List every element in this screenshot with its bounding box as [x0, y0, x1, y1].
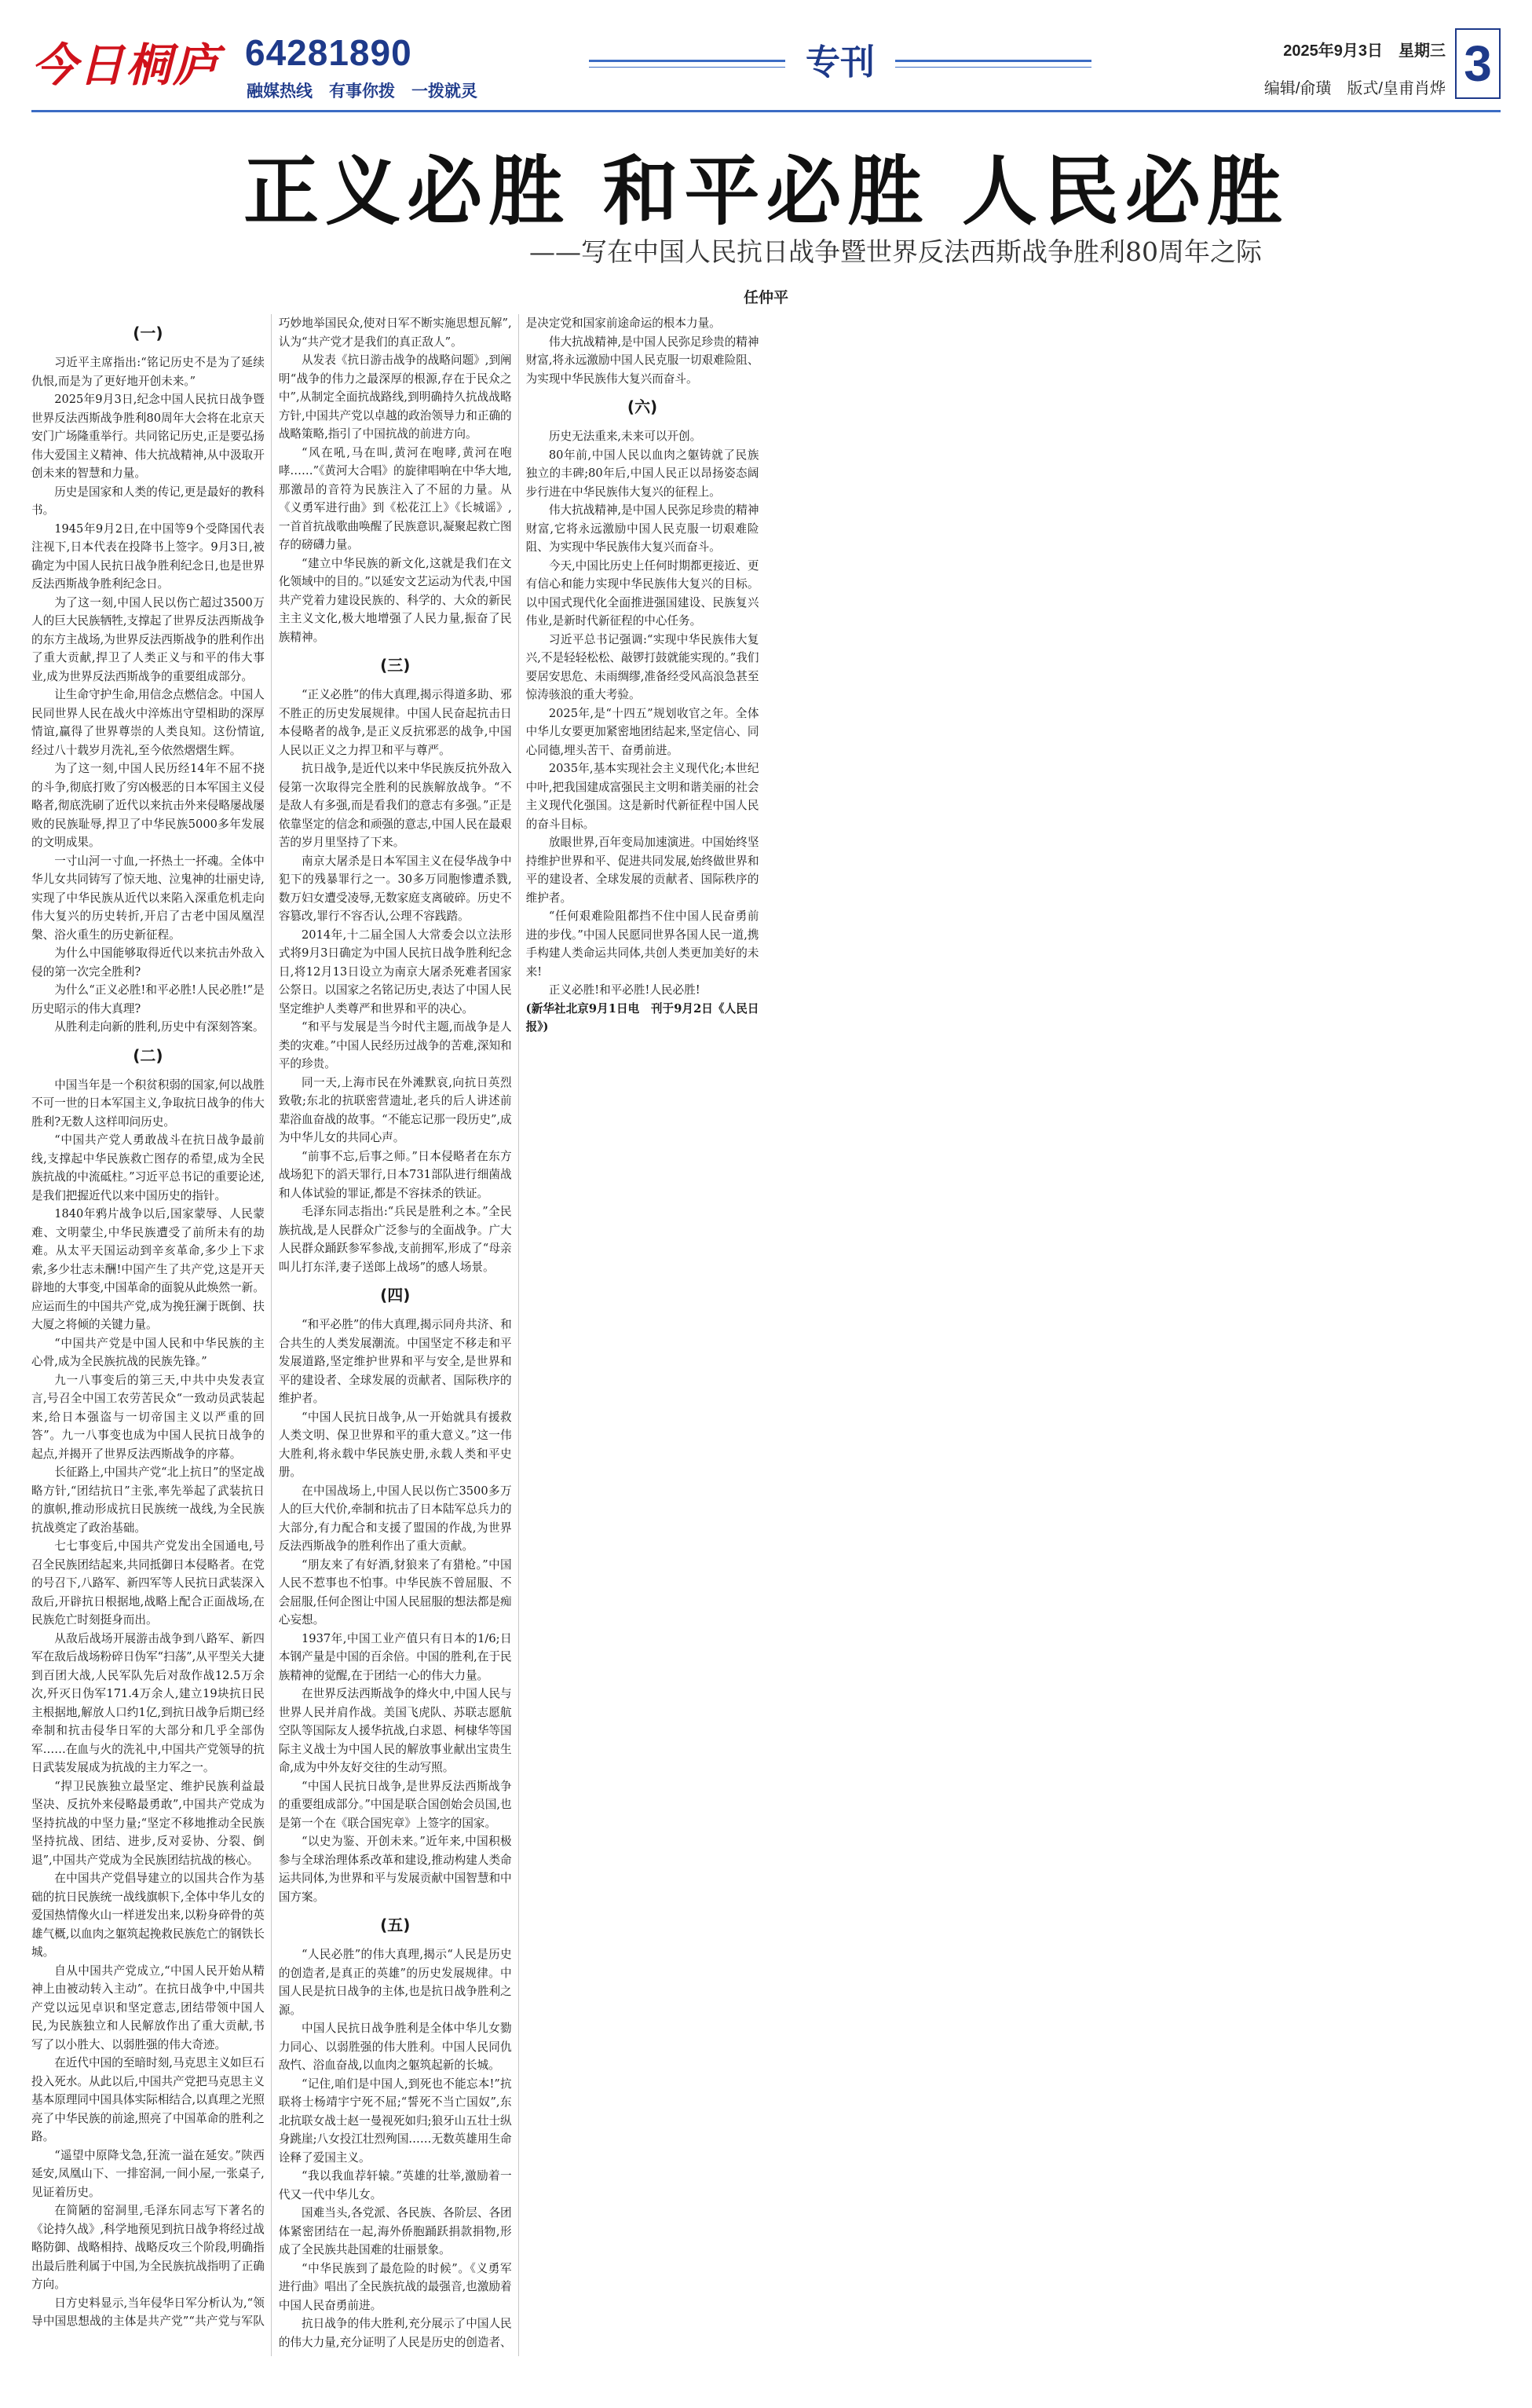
article-paragraph: 七七事变后,中国共产党发出全国通电,号召全民族团结起来,共同抵御日本侵略者。在党的号召下,八路军、新四军等人民抗日武装深入敌后,开辟抗日根据地,战略上配合正面战场,在民族危亡时刻挺身而出。: [31, 1539, 265, 1627]
article-paragraph: “中国人民抗日战争,从一开始就具有援救人类文明、保卫世界和平的重大意义。”这一伟大胜利,将永载中华民族史册,永载人类和平史册。: [278, 1410, 512, 1479]
article-paragraph: “中国人民抗日战争,是世界反法西斯战争的重要组成部分。”中国是联合国创始会员国,也是第一个在《联合国宪章》上签字的国家。: [278, 1779, 512, 1830]
article-paragraph: 抗日战争,是近代以来中华民族反抗外敌入侵第一次取得完全胜利的民族解放战争。“不是敌人有多强,而是看我们的意志有多强。”正是依靠坚定的信念和顽强的意志,中国人民在最艰苦的岁月里坚持了下来。: [278, 762, 512, 849]
article-paragraph: 同一天,上海市民在外滩默哀,向抗日英烈致敬;东北的抗联密营遗址,老兵的后人讲述前辈浴血奋战的故事。“不能忘记那一段历史”,成为中华儿女的共同心声。: [278, 1075, 512, 1144]
article-paragraph: 在中国战场上,中国人民以伤亡3500多万人的巨大代价,牵制和抗击了日本陆军总兵力的大部分,有力配合和支援了盟国的作战,为世界反法西斯战争的胜利作出了重大贡献。: [278, 1484, 512, 1553]
article-paragraph: 为什么中国能够取得近代以来抗击外敌入侵的第一次完全胜利?: [31, 946, 265, 979]
article-paragraph: “前事不忘,后事之师。”日本侵略者在东方战场犯下的滔天罪行,日本731部队进行细菌战和人体试验的罪证,都是不容抹杀的铁证。: [278, 1149, 512, 1200]
article-paragraph: “中华民族到了最危险的时候”。《义勇军进行曲》唱出了全民族抗战的最强音,也激励着中国人民奋勇前进。: [278, 2261, 512, 2312]
article-paragraph: 在世界反法西斯战争的烽火中,中国人民与世界人民并肩作战。美国飞虎队、苏联志愿航空队等国际友人援华抗战,白求恩、柯棣华等国际主义战士为中国人民的解放事业献出宝贵生命,成为中外友好交往的生动写照。: [278, 1687, 512, 1774]
article-paragraph: “人民必胜”的伟大真理,揭示“人民是历史的创造者,是真正的英雄”的历史发展规律。中国人民是抗日战争的主体,也是抗日战争胜利之源。: [278, 1948, 512, 2017]
article-paragraph: “正义必胜”的伟大真理,揭示得道多助、邪不胜正的历史发展规律。中国人民奋起抗击日本侵略者的战争,是正义反抗邪恶的战争,中国人民以正义之力捍卫和平与尊严。: [278, 688, 512, 757]
article-paragraph: 自从中国共产党成立,“中国人民开始从精神上由被动转入主动”。在抗日战争中,中国共产党以远见卓识和坚定意志,团结带领中国人民,为民族独立和人民解放作出了重大贡献,书写了以小胜大、以弱胜强的伟大奇迹。: [31, 1963, 265, 2051]
article-paragraph: “中国共产党是中国人民和中华民族的主心骨,成为全民族抗战的民族先锋。”: [31, 1336, 265, 1368]
editor-credits: 编辑/俞璜 版式/皇甫肖烨: [1263, 80, 1446, 97]
article-paragraph: 从敌后战场开展游击战争到八路军、新四军在敌后战场粉碎日伪军“扫荡”,从平型关大捷到百团大战,人民军队先后对敌作战12.5万余次,歼灭日伪军171.4万余人,建立19块抗日民主根据地,解放人口约1亿,到抗日战争后期已经牵制和抗击侵华日军的大部分和几乎全部伪军……在血与火的洗礼中,中国共产党领导的抗日武装发展成为抗战的主力军之一。: [31, 1631, 265, 1774]
article-paragraph: 在近代中国的至暗时刻,马克思主义如巨石投入死水。从此以后,中国共产党把马克思主义基本原理同中国具体实际相结合,以真理之光照亮了中华民族的前途,照亮了中国革命的胜利之路。: [31, 2056, 265, 2143]
page-number: 3: [1455, 28, 1501, 99]
section-banner: [589, 35, 1091, 90]
article-paragraph: 为了这一刻,中国人民历经14年不屈不挠的斗争,彻底打败了穷凶极恶的日本军国主义侵略者,彻底洗刷了近代以来抗击外来侵略屡战屡败的民族耻辱,捍卫了中华民族5000多年发展的文明成果。: [31, 762, 265, 849]
article-paragraph: “我以我血荐轩辕。”英雄的壮举,激励着一代又一代中华儿女。: [278, 2169, 512, 2201]
section-heading: (三): [380, 656, 411, 675]
article-paragraph: 2025年,是“十四五”规划收官之年。全体中华儿女要更加紧密地团结起来,坚定信心、同心同德,埋头苦干、奋勇前进。: [525, 706, 759, 757]
article-paragraph: 历史无法重来,未来可以开创。: [548, 430, 702, 443]
article-paragraph: 毛泽东同志指出:“兵民是胜利之本。”全民族抗战,是人民群众广泛参与的全面战争。广大人民群众踊跃参军参战,支前拥军,形成了“母亲叫儿打东洋,妻子送郎上战场”的感人场景。: [278, 1205, 512, 1274]
article-paragraph: 放眼世界,百年变局加速演进。中国始终坚持维护世界和平、促进共同发展,始终做世界和平的建设者、全球发展的贡献者、国际秩序的维护者。: [525, 836, 759, 905]
byline: 任仲平: [743, 289, 788, 306]
article-body: [31, 314, 1501, 2356]
section-heading: (六): [627, 397, 658, 416]
article-paragraph: 1840年鸦片战争以后,国家蒙辱、人民蒙难、文明蒙尘,中华民族遭受了前所未有的劫难。从太平天国运动到辛亥革命,多少上下求索,多少壮志未酬!中国产生了共产党,这是开天辟地的大事变,中国革命的面貌从此焕然一新。应运而生的中国共产党,成为挽狂澜于既倒、扶大厦之将倾的关键力量。: [31, 1207, 265, 1331]
article-paragraph: “记住,咱们是中国人,到死也不能忘本!”抗联将士杨靖宇宁死不屈;“誓死不当亡国奴”,东北抗联女战士赵一曼视死如归;狼牙山五壮士纵身跳崖;八女投江壮烈殉国……无数英雄用生命诠释了爱国主义。: [278, 2077, 512, 2165]
article-paragraph: 为了这一刻,中国人民以伤亡超过3500万人的巨大民族牺牲,支撑起了世界反法西斯战争的东方主战场,为世界反法西斯战争的胜利作出了重大贡献,捍卫了人类正义与和平的伟大事业,成为世界反法西斯战争的重要组成部分。: [31, 595, 265, 683]
section-name: 专刊: [785, 38, 895, 88]
article-paragraph: 2035年,基本实现社会主义现代化;本世纪中叶,把我国建成富强民主文明和谐美丽的社会主义现代化强国。这是新时代新征程中国人民的奋斗目标。: [525, 762, 759, 831]
article-paragraph: “建立中华民族的新文化,这就是我们在文化领域中的目的。”以延安文艺运动为代表,中国共产党着力建设民族的、科学的、大众的新民主主义文化,极大地增强了人民力量,振奋了民族精神。: [278, 556, 512, 644]
article-paragraph: 在简陋的窑洞里,毛泽东同志写下著名的《论持久战》,科学地预见到抗日战争将经过战略防御、战略相持、战略反攻三个阶段,明确指出最后胜利属于中国,为全民族抗战指明了正确方向。: [31, 2204, 265, 2291]
article-paragraph: “任何艰难险阻都挡不住中国人民奋勇前进的步伐。”中国人民愿同世界各国人民一道,携手构建人类命运共同体,共创人类更加美好的未来!: [525, 909, 759, 979]
article-paragraph: 今天,中国比历史上任何时期都更接近、更有信心和能力实现中华民族伟大复兴的目标。以中国式现代化全面推进强国建设、民族复兴伟业,是新时代新征程的中心任务。: [525, 558, 759, 628]
article-paragraph: 中国人民抗日战争胜利是全体中华儿女勠力同心、以弱胜强的伟大胜利。中国人民同仇敌忾、浴血奋战,以血肉之躯筑起新的长城。: [278, 2022, 512, 2072]
article-paragraph: 从胜利走向新的胜利,历史中有深刻答案。: [54, 1020, 265, 1034]
article-paragraph: 80年前,中国人民以血肉之躯铸就了民族独立的丰碑;80年后,中国人民正以昂扬姿态阔步行进在中华民族伟大复兴的征程上。: [525, 448, 759, 499]
article-paragraph: 2014年,十二届全国人大常委会以立法形式将9月3日确定为中国人民抗日战争胜利纪念日,将12月13日设立为南京大屠杀死难者国家公祭日。以国家之名铭记历史,表达了中国人民坚定维护人类尊严和世界和平的决心。: [278, 928, 512, 1016]
masthead-divider: [31, 110, 1501, 112]
article-paragraph: “以史为鉴、开创未来。”近年来,中国积极参与全球治理体系改革和建设,推动构建人类命运共同体,为世界和平与发展贡献中国智慧和中国方案。: [278, 1835, 512, 1904]
article-paragraph: 2025年9月3日,纪念中国人民抗日战争暨世界反法西斯战争胜利80周年大会将在北京天安门广场隆重举行。共同铭记历史,正是要弘扬伟大爱国主义精神、伟大抗战精神,从中汲取开创未来的智慧和力量。: [31, 393, 265, 480]
section-heading: (一): [133, 324, 163, 342]
article-paragraph: 抗日战争的伟大胜利,充分展示了中国人民的伟大力量,充分证明了人民是历史的创造者、是决定党和国家前途命运的根本力量。: [278, 317, 721, 2349]
article-paragraph: “遥望中原降戈急,狂流一溢在延安。”陕西延安,凤凰山下、一排窑洞,一间小屋,一张桌子,见证着历史。: [31, 2148, 265, 2199]
article-paragraph: “捍卫民族独立最坚定、维护民族利益最坚决、反抗外来侵略最勇敢”,中国共产党成为坚持抗战的中坚力量;“坚定不移地推动全民族坚持抗战、团结、进步,反对妥协、分裂、倒退”,中国共产党成为全民族团结抗战的核心。: [31, 1779, 265, 1867]
article-paragraph: 1945年9月2日,在中国等9个受降国代表注视下,日本代表在投降书上签字。9月3日,被确定为中国人民抗日战争胜利纪念日,也是世界反法西斯战争胜利纪念日。: [31, 521, 265, 591]
article-paragraph: 1937年,中国工业产值只有日本的1/6;日本钢产量是中国的百余倍。中国的胜利,在于民族精神的觉醒,在于团结一心的伟大力量。: [278, 1631, 512, 1682]
article-paragraph: “中国共产党人勇敢战斗在抗日战争最前线,支撑起中华民族救亡图存的希望,成为全民族抗战的中流砥柱。”习近平总书记的重要论述,是我们把握近代以来中国历史的指针。: [31, 1133, 265, 1202]
article-paragraph: 国难当头,各党派、各民族、各阶层、各团体紧密团结在一起,海外侨胞踊跃捐款捐物,形成了全民族共赴国难的壮丽景象。: [278, 2206, 512, 2256]
article-paragraph: 为什么“正义必胜!和平必胜!人民必胜!”是历史昭示的伟大真理?: [31, 983, 265, 1016]
article-paragraph: 伟大抗战精神,是中国人民弥足珍贵的精神财富,它将永远激励中国人民克服一切艰难险阻、为实现中华民族伟大复兴而奋斗。: [525, 503, 759, 554]
hotline-number: 64281890: [245, 32, 412, 73]
article-paragraph: 中国当年是一个积贫积弱的国家,何以战胜不可一世的日本军国主义,争取抗日战争的伟大胜利?无数人这样叩问历史。: [31, 1078, 265, 1129]
section-heading: (二): [133, 1045, 163, 1065]
article-paragraph: 从发表《抗日游击战争的战略问题》,到阐明“战争的伟力之最深厚的根源,存在于民众之中”,从制定全面抗战路线,到明确持久抗战战略方针,中国共产党以卓越的政治领导力和正确的战略策略,指引了中国抗战的前进方向。: [278, 353, 512, 441]
issue-date: 2025年9月3日 星期三: [1283, 42, 1446, 60]
article-paragraph: 让生命守护生命,用信念点燃信念。中国人民同世界人民在战火中淬炼出守望相助的深厚情谊,赢得了世界尊崇的人类良知。这份情谊,经过八十载岁月洗礼,至今依然熠熠生辉。: [31, 688, 265, 757]
article-paragraph: 在中国共产党倡导建立的以国共合作为基础的抗日民族统一战线旗帜下,全体中华儿女的爱国热情像火山一样迸发出来,以粉身碎骨的英雄气概,以血肉之躯筑起挽救民族危亡的钢铁长城。: [31, 1872, 265, 1959]
article-paragraph: 伟大抗战精神,是中国人民弥足珍贵的精神财富,将永远激励中国人民克服一切艰难险阻、为实现中华民族伟大复兴而奋斗。: [525, 335, 759, 386]
section-heading: (五): [380, 1916, 411, 1934]
article-paragraph: “朋友来了有好酒,豺狼来了有猎枪。”中国人民不惹事也不怕事。中华民族不曾屈服、不会屈服,任何企图让中国人民屈服的想法都是痴心妄想。: [278, 1557, 512, 1627]
newspaper-logo: 今日桐庐: [31, 38, 221, 92]
article-paragraph: 正义必胜!和平必胜!人民必胜!: [548, 983, 700, 997]
hotline-slogan: 融媒热线 有事你拨 一拨就灵: [247, 82, 477, 101]
article-paragraph: 习近平总书记强调:“实现中华民族伟大复兴,不是轻轻松松、敲锣打鼓就能实现的。”我们要居安思危、未雨绸缪,准备经受风高浪急甚至惊涛骇浪的重大考验。: [525, 632, 759, 701]
article-paragraph: 习近平主席指出:“铭记历史不是为了延续仇恨,而是为了更好地开创未来。”: [31, 356, 265, 388]
source-footnote: (新华社北京9月1日电 刊于9月2日《人民日报》): [525, 1001, 759, 1034]
article-paragraph: 一寸山河一寸血,一抔热土一抔魂。全体中华儿女共同铸写了惊天地、泣鬼神的壮丽史诗,实现了中华民族从近代以来陷入深重危机走向伟大复兴的历史转折,开启了古老中国凤凰涅槃、浴火重生的历史新征程。: [31, 854, 265, 942]
article-paragraph: 南京大屠杀是日本军国主义在侵华战争中犯下的残暴罪行之一。30多万同胞惨遭杀戮,数万妇女遭受凌辱,无数家庭支离破碎。历史不容篡改,罪行不容否认,公理不容践踏。: [278, 854, 512, 923]
article-paragraph: “和平与发展是当今时代主题,而战争是人类的灾难。”中国人民经历过战争的苦难,深知和平的珍贵。: [278, 1020, 512, 1070]
masthead: [31, 24, 1501, 110]
headline: 正义必胜 和平必胜 人民必胜: [243, 148, 1289, 236]
article-paragraph: “风在吼,马在叫,黄河在咆哮,黄河在咆哮……”《黄河大合唱》的旋律唱响在中华大地,那激昂的音符为民族注入了不屈的力量。从《义勇军进行曲》到《松花江上》《长城谣》,一首首抗战歌曲唤醒了民族意识,凝聚起救亡图存的磅礴力量。: [278, 445, 512, 551]
article-paragraph: 历史是国家和人类的传记,更是最好的教科书。: [31, 485, 265, 517]
article-paragraph: 长征路上,中国共产党“北上抗日”的坚定战略方针,“团结抗日”主张,率先举起了武装抗日的旗帜,推动形成抗日民族统一战线,为全民族抗战奠定了政治基础。: [31, 1466, 265, 1535]
article-paragraph: 日方史料显示,当年侵华日军分析认为,“领导中国思想战的主体是共产党”“共产党与军队巧妙地举国民众,使对日军不断实施思想瓦解”,认为“共产党才是我们的真正敌人”。: [31, 317, 512, 2328]
article-paragraph: “和平必胜”的伟大真理,揭示同舟共济、和合共生的人类发展潮流。中国坚定不移走和平发展道路,坚定维护世界和平与安全,是世界和平的建设者、全球发展的贡献者、国际秩序的维护者。: [278, 1318, 512, 1405]
section-heading: (四): [380, 1286, 411, 1305]
article-paragraph: 九一八事变后的第三天,中共中央发表宣言,号召全中国工农劳苦民众“一致动员武装起来,给日本强盗与一切帝国主义以严重的回答”。九一八事变也成为中国人民抗日战争的起点,并揭开了世界反法西斯战争的序幕。: [31, 1373, 265, 1461]
subheadline: ——写在中国人民抗日战争暨世界反法西斯战争胜利80周年之际: [529, 236, 1262, 267]
